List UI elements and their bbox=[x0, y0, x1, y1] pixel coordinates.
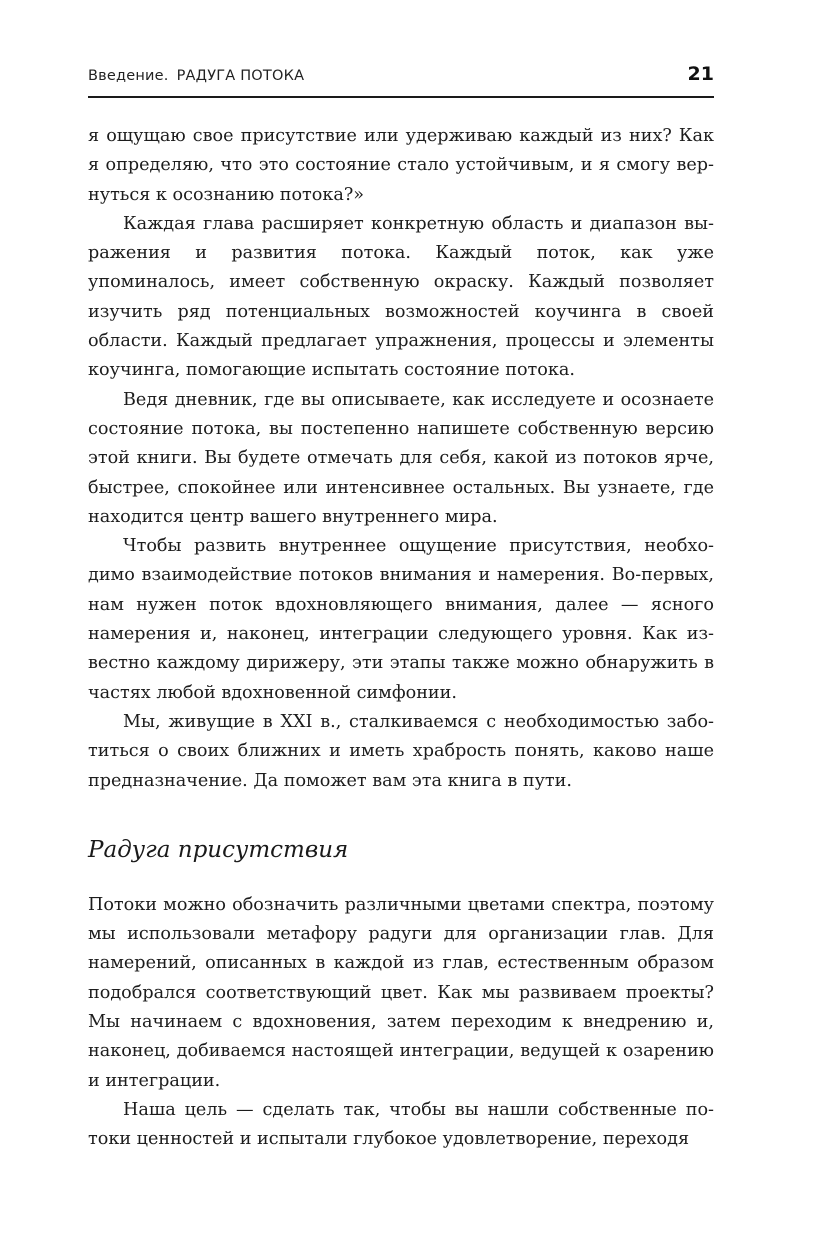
section-heading: Радуга присутствия bbox=[88, 836, 349, 863]
page-number: 21 bbox=[687, 63, 714, 85]
body-paragraph: Наша цель — сделать так, чтобы вы нашли собственные потоки ценностей и испытали глубокое удовлетворение, переходя bbox=[88, 1099, 714, 1150]
body-paragraph: Каждая глава расширяет конкретную область и диапазон выражения и развития потока. Каждый поток, как уже упоминалось, имеет собственную окраску. Каждый позволяет изучить ряд потенциальных возможностей коучинга в своей области. Каждый предлагает упражнения, процессы и элементы коучинга, помогающие испытать состояние потока. bbox=[88, 213, 714, 381]
body-paragraph-continued: я ощущаю свое присутствие или удерживаю каждый из них? Как я определяю, что это состояние стало устойчивым, и я смогу вернуться к осознанию потока?» bbox=[88, 126, 714, 205]
running-title-section: Введение. bbox=[88, 68, 169, 84]
body-paragraph: Мы, живущие в XXI в., сталкиваемся с необходимостью заботиться о своих ближних и иметь храбрость понять, каково наше предназначение. Да поможет вам эта книга в пути. bbox=[88, 711, 714, 791]
body-paragraph: Потоки можно обозначить различными цветами спектра, поэтому мы использовали метафору радуги для организации глав. Для намерений, описанных в каждой из глав, естественным образом подобрался соответствующий цвет. Как мы развиваем проекты? Мы начинаем с вдохновения, затем переходим к внедрению и, наконец, добиваемся настоящей интеграции, ведущей к озарению и интеграции. bbox=[88, 894, 714, 1091]
page-body bbox=[88, 122, 714, 1155]
body-paragraph: Чтобы развить внутреннее ощущение присутствия, необходимо взаимодействие потоков внимания и намерения. Во-первых, нам нужен поток вдохновляющего внимания, далее — ясного намерения и, наконец, интеграции следующего уровня. Как известно каждому дирижеру, эти этапы также можно обнаружить в частях любой вдохновенной симфонии. bbox=[88, 536, 714, 703]
body-paragraph: Ведя дневник, где вы описываете, как исследуете и осознаете состояние потока, вы постепенно напишете собственную версию этой книги. Вы будете отмечать для себя, какой из потоков ярче, быстрее, спокойнее или интенсивнее остальных. Вы узнаете, где находится центр вашего внутреннего мира. bbox=[88, 389, 714, 527]
page-header bbox=[88, 58, 714, 98]
running-title bbox=[88, 68, 304, 84]
running-title-chapter: РАДУГА ПОТОКА bbox=[176, 68, 305, 84]
